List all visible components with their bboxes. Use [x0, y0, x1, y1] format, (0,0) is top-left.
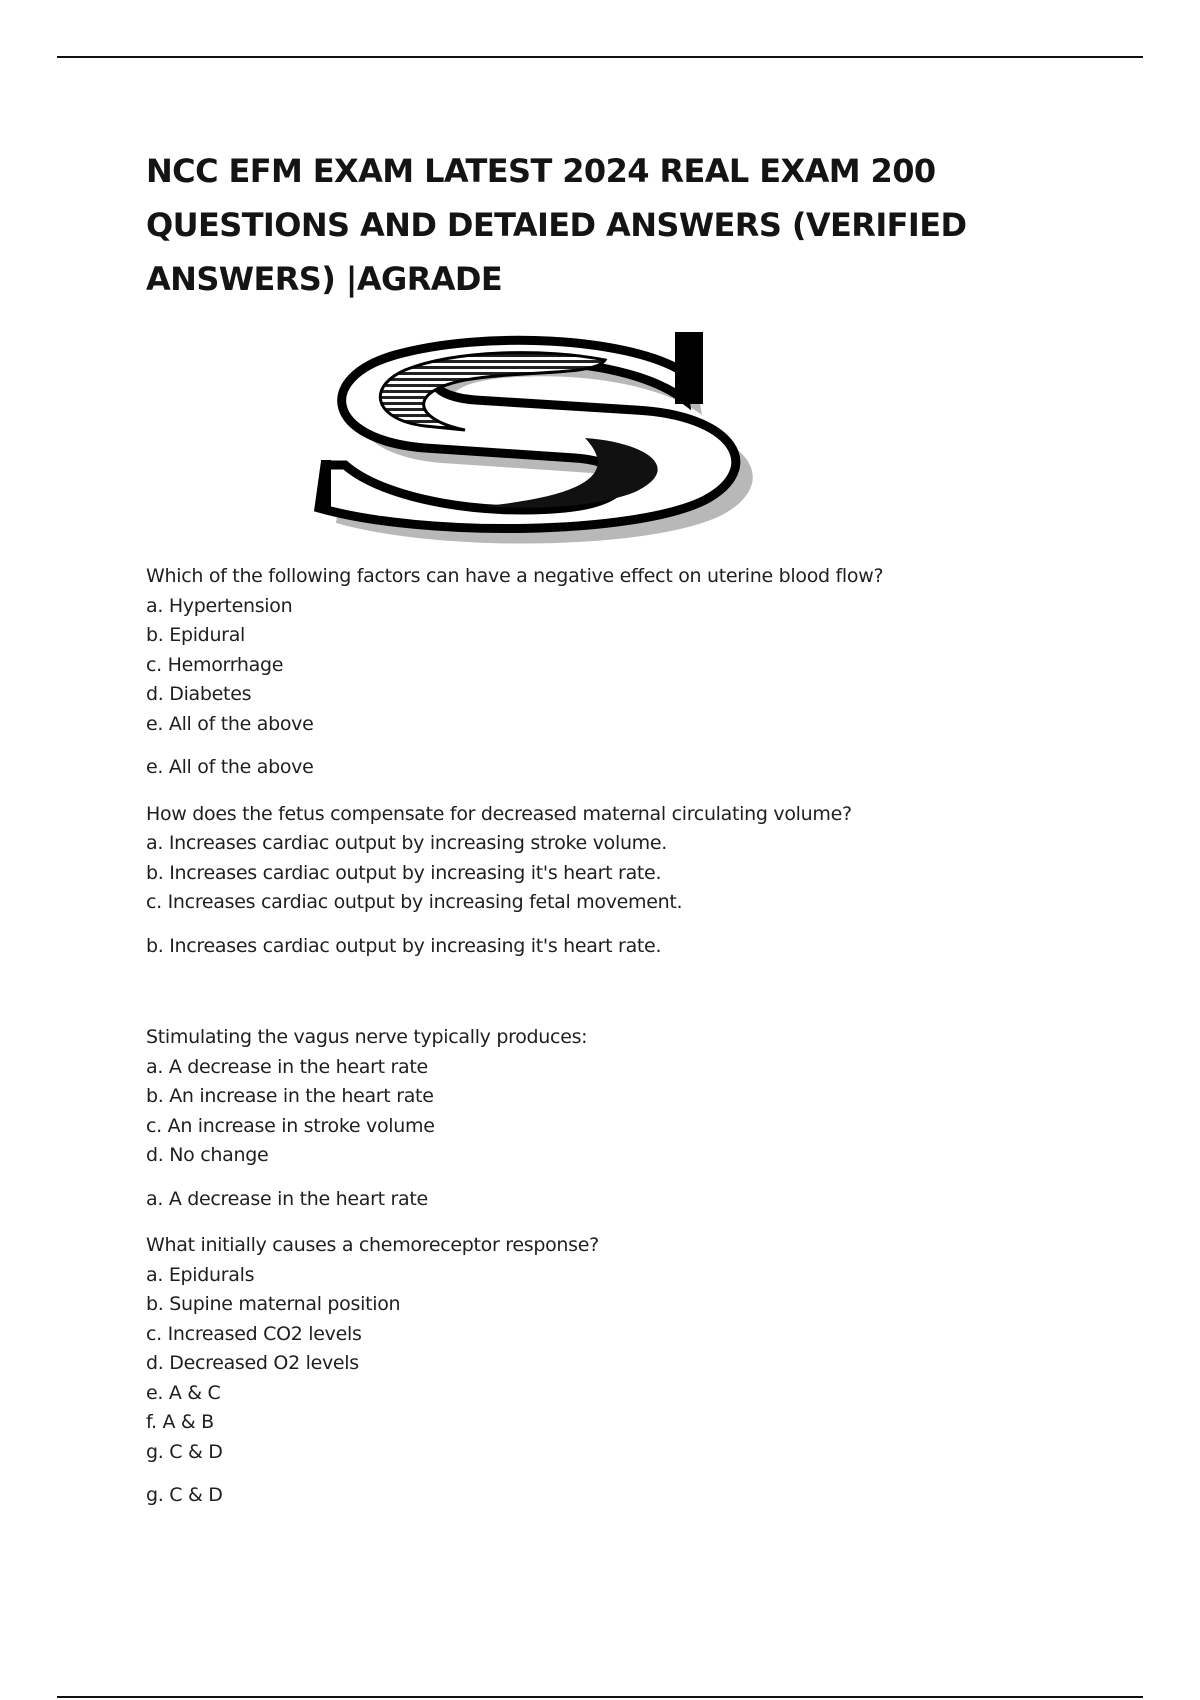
option: d. No change: [146, 1144, 269, 1166]
option: c. Hemorrhage: [146, 653, 284, 676]
question-list: [146, 562, 1046, 1511]
option: c. Increased CO2 levels: [146, 1322, 362, 1345]
s-logo-icon: [300, 325, 820, 545]
answer-text: a. A decrease in the heart rate: [146, 1187, 428, 1210]
option: d. Diabetes: [146, 683, 252, 705]
answer-text: e. All of the above: [146, 756, 314, 778]
question-text: Which of the following factors can have a negative effect on uterine blood flow?: [146, 565, 884, 587]
option: e. All of the above: [146, 712, 314, 735]
option: b. Increases cardiac output by increasing it's heart rate.: [146, 861, 662, 884]
option: a. A decrease in the heart rate: [146, 1055, 428, 1078]
answer-text: b. Increases cardiac output by increasing it's heart rate.: [146, 934, 662, 957]
option: f. A & B: [146, 1411, 214, 1433]
s-logo-image: [300, 325, 820, 545]
question-block: [146, 1231, 1046, 1511]
question-block: [146, 1023, 1046, 1214]
answer-text: g. C & D: [146, 1484, 223, 1506]
question-block: [146, 800, 1046, 962]
option: e. A & C: [146, 1381, 221, 1404]
option: c. An increase in stroke volume: [146, 1114, 435, 1137]
question-text: What initially causes a chemoreceptor response?: [146, 1234, 599, 1256]
option: b. Epidural: [146, 624, 246, 646]
question-text: How does the fetus compensate for decreased maternal circulating volume?: [146, 802, 852, 825]
top-rule: [57, 56, 1143, 58]
question-text: Stimulating the vagus nerve typically produces:: [146, 1026, 588, 1048]
option: b. An increase in the heart rate: [146, 1085, 434, 1107]
document-title: NCC EFM EXAM LATEST 2024 REAL EXAM 200 QUESTIONS AND DETAIED ANSWERS (VERIFIED ANSWERS) |AGRADE: [146, 152, 967, 298]
option: a. Increases cardiac output by increasing stroke volume.: [146, 832, 668, 854]
option: a. Hypertension: [146, 594, 293, 617]
option: a. Epidurals: [146, 1263, 255, 1286]
bottom-rule: [57, 1696, 1143, 1698]
option: c. Increases cardiac output by increasing fetal movement.: [146, 891, 683, 913]
question-block: [146, 562, 1046, 783]
option: b. Supine maternal position: [146, 1293, 401, 1315]
option: g. C & D: [146, 1440, 223, 1463]
option: d. Decreased O2 levels: [146, 1352, 359, 1374]
